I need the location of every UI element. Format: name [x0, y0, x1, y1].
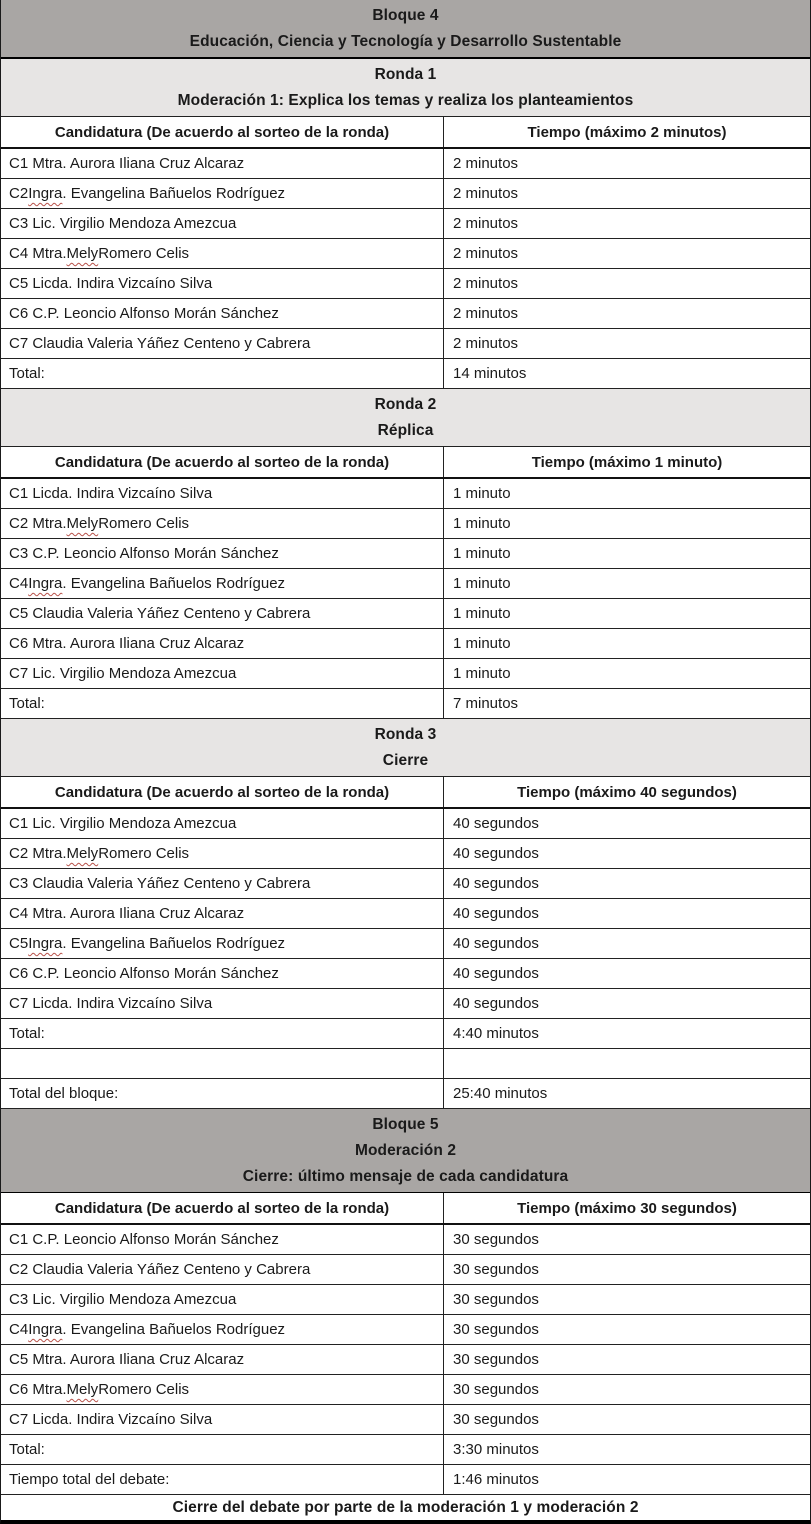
time-cell: 4:40 minutos — [453, 1025, 539, 1042]
time-cell: 30 segundos — [453, 1231, 539, 1248]
candidate-cell: C3 C.P. Leoncio Alfonso Morán Sánchez — [1, 539, 444, 568]
table-row — [1, 989, 810, 1019]
table-row — [1, 1345, 810, 1375]
misspelled-word: Ingra — [28, 1321, 63, 1338]
table-row — [1, 929, 810, 959]
table-row — [1, 599, 810, 629]
debate-closing-note — [1, 1495, 810, 1520]
misspelled-word: Ingra — [28, 935, 63, 952]
candidate-cell: C1 C.P. Leoncio Alfonso Morán Sánchez — [1, 1225, 444, 1254]
time-cell: 2 minutos — [453, 275, 519, 292]
ronda-2-header-line: Ronda 2 — [374, 396, 437, 413]
candidate-cell: C4 Ingra . Evangelina Bañuelos Rodríguez — [1, 1315, 444, 1344]
time-cell: 1 minuto — [453, 485, 511, 502]
candidate-cell: Tiempo total del debate: — [1, 1465, 444, 1494]
table-row — [1, 1375, 810, 1405]
time-cell: 2 minutos — [453, 335, 519, 352]
misspelled-word: Mely — [66, 845, 99, 862]
time-cell: 2 minutos — [453, 305, 519, 322]
column-header-tiempo: Tiempo (máximo 2 minutos) — [527, 123, 727, 141]
time-cell: 40 segundos — [453, 935, 539, 952]
time-cell: 1 minuto — [453, 515, 511, 532]
table-row — [1, 689, 810, 719]
ronda-3-header-line: Cierre — [382, 752, 429, 769]
table-row — [1, 659, 810, 689]
time-cell: 1 minuto — [453, 635, 511, 652]
table-row — [1, 479, 810, 509]
candidate-cell: C4 Mtra. Mely Romero Celis — [1, 239, 444, 268]
candidate-cell: C2 Mtra. Mely Romero Celis — [1, 839, 444, 868]
bloque-5-header-line: Moderación 2 — [354, 1142, 457, 1159]
empty-cell — [444, 1049, 810, 1078]
column-header-tiempo: Tiempo (máximo 40 segundos) — [517, 783, 737, 801]
time-cell: 1 minuto — [453, 665, 511, 682]
candidate-cell: C6 C.P. Leoncio Alfonso Morán Sánchez — [1, 299, 444, 328]
misspelled-word: Mely — [66, 245, 99, 262]
time-cell: 1 minuto — [453, 605, 511, 622]
candidate-cell: C6 C.P. Leoncio Alfonso Morán Sánchez — [1, 959, 444, 988]
candidate-cell: C5 Ingra . Evangelina Bañuelos Rodríguez — [1, 929, 444, 958]
table-row — [1, 1079, 810, 1109]
debate-closing-note-line: Cierre del debate por parte de la moderación 1 y moderación 2 — [172, 1499, 639, 1516]
table-row — [1, 329, 810, 359]
ronda-2-header-line: Réplica — [377, 422, 434, 439]
time-cell: 30 segundos — [453, 1291, 539, 1308]
ronda-1-table-column-header-row — [1, 117, 810, 149]
table-row — [1, 1465, 810, 1495]
bloque-5-header-line: Bloque 5 — [372, 1116, 439, 1133]
table-row — [1, 299, 810, 329]
column-header-candidatura: Candidatura (De acuerdo al sorteo de la ronda) — [1, 117, 444, 147]
candidate-cell: Total: — [1, 1019, 444, 1048]
candidate-cell: C5 Mtra. Aurora Iliana Cruz Alcaraz — [1, 1345, 444, 1374]
candidate-cell: C2 Mtra. Mely Romero Celis — [1, 509, 444, 538]
bloque-4-header-line: Educación, Ciencia y Tecnología y Desarrollo Sustentable — [189, 33, 622, 50]
column-header-tiempo: Tiempo (máximo 1 minuto) — [531, 453, 723, 471]
table-row — [1, 1405, 810, 1435]
table-row — [1, 239, 810, 269]
time-cell: 1 minuto — [453, 575, 511, 592]
table-row — [1, 269, 810, 299]
bloque-4-header — [1, 0, 810, 59]
misspelled-word: Ingra — [28, 185, 63, 202]
time-cell: 40 segundos — [453, 815, 539, 832]
candidate-cell: Total: — [1, 359, 444, 388]
time-cell: 2 minutos — [453, 245, 519, 262]
candidate-cell: C5 Licda. Indira Vizcaíno Silva — [1, 269, 444, 298]
time-cell: 40 segundos — [453, 995, 539, 1012]
table-row — [1, 509, 810, 539]
time-cell: 40 segundos — [453, 875, 539, 892]
ronda-3-header — [1, 719, 810, 777]
candidate-cell: C3 Lic. Virgilio Mendoza Amezcua — [1, 1285, 444, 1314]
misspelled-word: Ingra — [28, 575, 63, 592]
time-cell: 3:30 minutos — [453, 1441, 539, 1458]
time-cell: 40 segundos — [453, 845, 539, 862]
ronda-3-header-line: Ronda 3 — [374, 726, 437, 743]
bloque-5-header — [1, 1109, 810, 1193]
ronda-1-header-line: Moderación 1: Explica los temas y realiza los planteamientos — [177, 92, 634, 109]
table-row — [1, 869, 810, 899]
time-cell: 30 segundos — [453, 1321, 539, 1338]
candidate-cell: C1 Mtra. Aurora Iliana Cruz Alcaraz — [1, 149, 444, 178]
table-row — [1, 209, 810, 239]
time-cell: 30 segundos — [453, 1381, 539, 1398]
candidate-cell: C7 Claudia Valeria Yáñez Centeno y Cabrera — [1, 329, 444, 358]
table-row — [1, 539, 810, 569]
table-row — [1, 809, 810, 839]
candidate-cell: C3 Claudia Valeria Yáñez Centeno y Cabrera — [1, 869, 444, 898]
time-cell: 40 segundos — [453, 905, 539, 922]
time-cell: 1 minuto — [453, 545, 511, 562]
candidate-cell: C6 Mtra. Mely Romero Celis — [1, 1375, 444, 1404]
bloque-4-header-line: Bloque 4 — [372, 7, 439, 24]
ronda-2-header — [1, 389, 810, 447]
empty-row — [1, 1049, 810, 1079]
table-row — [1, 1435, 810, 1465]
time-cell: 1:46 minutos — [453, 1471, 539, 1488]
ronda-3-table-column-header-row — [1, 777, 810, 809]
time-cell: 40 segundos — [453, 965, 539, 982]
ronda-2-table-column-header-row — [1, 447, 810, 479]
column-header-candidatura: Candidatura (De acuerdo al sorteo de la ronda) — [1, 1193, 444, 1223]
table-row — [1, 839, 810, 869]
candidate-cell: C7 Lic. Virgilio Mendoza Amezcua — [1, 659, 444, 688]
candidate-cell: C2 Ingra . Evangelina Bañuelos Rodríguez — [1, 179, 444, 208]
candidate-cell: C4 Ingra . Evangelina Bañuelos Rodríguez — [1, 569, 444, 598]
misspelled-word: Mely — [66, 1381, 99, 1398]
ronda-1-header-line: Ronda 1 — [374, 66, 437, 83]
candidate-cell: C5 Claudia Valeria Yáñez Centeno y Cabrera — [1, 599, 444, 628]
bloque-5-table-column-header-row — [1, 1193, 810, 1225]
time-cell: 2 minutos — [453, 155, 519, 172]
candidate-cell: Total del bloque: — [1, 1079, 444, 1108]
table-row — [1, 629, 810, 659]
column-header-candidatura: Candidatura (De acuerdo al sorteo de la ronda) — [1, 447, 444, 477]
candidate-cell: C2 Claudia Valeria Yáñez Centeno y Cabrera — [1, 1255, 444, 1284]
table-row — [1, 179, 810, 209]
ronda-1-header — [1, 59, 810, 117]
table-row — [1, 1255, 810, 1285]
time-cell: 30 segundos — [453, 1261, 539, 1278]
bloque-5-header-line: Cierre: último mensaje de cada candidatura — [242, 1168, 569, 1185]
time-cell: 7 minutos — [453, 695, 519, 712]
empty-cell — [1, 1049, 444, 1078]
candidate-cell: C1 Lic. Virgilio Mendoza Amezcua — [1, 809, 444, 838]
candidate-cell: C6 Mtra. Aurora Iliana Cruz Alcaraz — [1, 629, 444, 658]
time-cell: 25:40 minutos — [453, 1085, 548, 1102]
time-cell: 2 minutos — [453, 185, 519, 202]
time-cell: 14 minutos — [453, 365, 527, 382]
column-header-candidatura: Candidatura (De acuerdo al sorteo de la ronda) — [1, 777, 444, 807]
candidate-cell: C3 Lic. Virgilio Mendoza Amezcua — [1, 209, 444, 238]
candidate-cell: C7 Licda. Indira Vizcaíno Silva — [1, 1405, 444, 1434]
table-row — [1, 959, 810, 989]
candidate-cell: C4 Mtra. Aurora Iliana Cruz Alcaraz — [1, 899, 444, 928]
table-row — [1, 1019, 810, 1049]
table-row — [1, 359, 810, 389]
candidate-cell: Total: — [1, 1435, 444, 1464]
candidate-cell: C7 Licda. Indira Vizcaíno Silva — [1, 989, 444, 1018]
time-cell: 30 segundos — [453, 1411, 539, 1428]
time-cell: 2 minutos — [453, 215, 519, 232]
time-cell: 30 segundos — [453, 1351, 539, 1368]
table-row — [1, 149, 810, 179]
misspelled-word: Mely — [66, 515, 99, 532]
table-row — [1, 899, 810, 929]
table-row — [1, 569, 810, 599]
table-row — [1, 1315, 810, 1345]
table-row — [1, 1225, 810, 1255]
candidate-cell: C1 Licda. Indira Vizcaíno Silva — [1, 479, 444, 508]
candidate-cell: Total: — [1, 689, 444, 718]
column-header-tiempo: Tiempo (máximo 30 segundos) — [517, 1199, 737, 1217]
table-row — [1, 1285, 810, 1315]
